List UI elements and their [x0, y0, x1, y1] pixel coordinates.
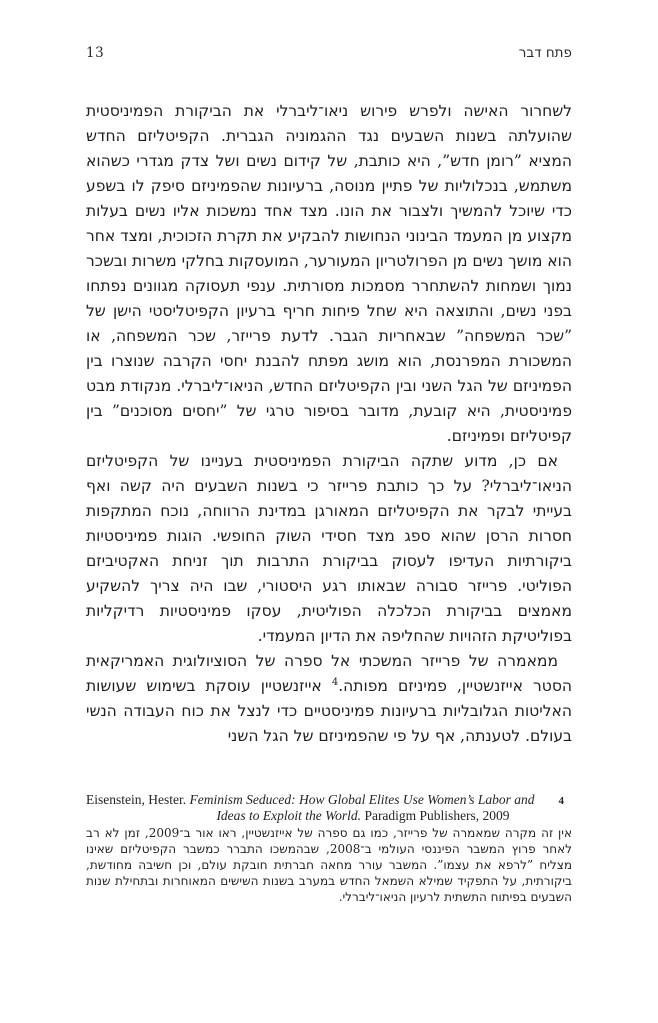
paragraph-3-text-after-note: אייזנשטיין עוסקת בשימוש שעושות האליטות הגלובליות ברעיונות פמיניסטיים כדי לנצל את כוח העבודה הנשי בעולם. לטענתה, אף על פי שהפמיניזם של הגל השני	[86, 677, 572, 745]
citation-title-part2: Ideas to Exploit the World.	[216, 808, 362, 823]
footnote-reference-marker: 4	[331, 677, 339, 688]
footnote-hebrew-text: אין זה מקרה שמאמרה של פרייזר, כמו גם ספרה של אייזנשטיין, ראו אור ב־2009, זמן לא רב לאחר פרוץ המשבר הפיננסי העולמי ב־2008, שבהמשכו התברר כמשבר הקפיטליזם שאינו מצליח ”לרפא את עצמו”. המשבר עורר מחאה חברתית חובקת עולם, וכן חשיבה מחודשת, ביקורתית, על התפקיד שמילא השמאל החדש במערב בשנות השישים המאוחרות ובתחילת שנות השבעים בפיתוח התשתית לרעיון הניאו־ליברלי.	[86, 826, 573, 904]
page-number: 13	[86, 45, 105, 61]
footnote-number: 4	[558, 795, 564, 807]
footnote-citation-line1	[86, 792, 572, 808]
paragraph-2: אם כן, מדוע שתקה הביקורת הפמיניסטית בעניינו של הקפיטליזם הניאו־ליברלי? על כך כותבת פרייזר כי בשנות השבעים היה קשה ואף בעייתי לבקר את הקפיטליזם המאורגן במדינת הרווחה, נוכח המתקפות חסרות הרסן שהוא ספג מצד חסידי השוק החופשי. הוגות פמיניסטיות ביקורתיות העדיפו לעסוק בביקורת התרבות תוך זניחת האקטיביזם הפוליטי. פרייזר סבורה שבאותו רגע היסטורי, שבו היה צריך להשקיע מאמצים בביקורת הכלכלה הפוליטית, עסקו פמיניסטיות רדיקליות בפוליטיקת הזהויות שהחליפה את הדיון המעמדי.	[86, 452, 572, 645]
running-header-title: פתח דבר	[518, 45, 572, 61]
footnote-section	[86, 792, 572, 905]
paragraph-3	[86, 649, 572, 749]
paragraph-1: לשחרור האישה ולפרש פירוש ניאו־ליברלי את הביקורת הפמיניסטית שהועלתה בשנות השבעים נגד ההגמוניה הגברית. הקפיטליזם החדש המציא ”רומן חדש”, היא כותבת, של קידום נשים ושל צדק מגדרי כשהוא משתמש, בנכלוליות של פתיין מנוסה, ברעיונות שהפמיניזם סיפק לו בשפע כדי שיוכל להמשיך ולצבור את הונו. מצד אחד נמשכות אליו נשים בעלות מקצוע מן המעמד הבינוני הנחושות להבקיע את תקרת הזכוכית, ומצד אחר הוא מושך נשים מן הפרולטריון המעורער, המועסקות בחלקי משרות ובשכר נמוך ושמחות להשתחרר מסמכות מסורתית. ענפי תעסוקה מגוונים נפתחו בפני נשים, והתוצאה היא שחל פיחות חריף ברעיון הקפיטליסטי הישן של ”שכר המשפחה” שבאחריות הגבר. לדעת פרייזר, שכר המשפחה, או המשכורת המפרנסת, הוא מושג מפתח להבנת יחסי הקרבה שנוצרו בין הפמיניזם של הגל השני ובין הקפיטליזם החדש, הניאו־ליברלי. מנקודת מבט פמיניסטית, היא קובעת, מדובר בסיפור טרגי של ”יחסים מסוכנים” בין קפיטליזם ופמיניזם.	[86, 102, 572, 445]
citation-publisher: Paradigm Publishers, 2009	[361, 808, 510, 823]
paragraph-3-text-before-note: ממאמרה של פרייזר המשכתי אל ספרה של הסוציולוגית האמריקאית הסטר אייזנשטיין, פמיניזם מפותה.	[86, 652, 572, 695]
citation-author: Eisenstein, Hester.	[86, 792, 190, 807]
body-text	[86, 99, 572, 749]
running-header	[86, 45, 572, 61]
footnote-citation-line2	[86, 808, 572, 824]
citation-title-part1: Feminism Seduced: How Global Elites Use Women’s Labor and	[189, 792, 535, 807]
